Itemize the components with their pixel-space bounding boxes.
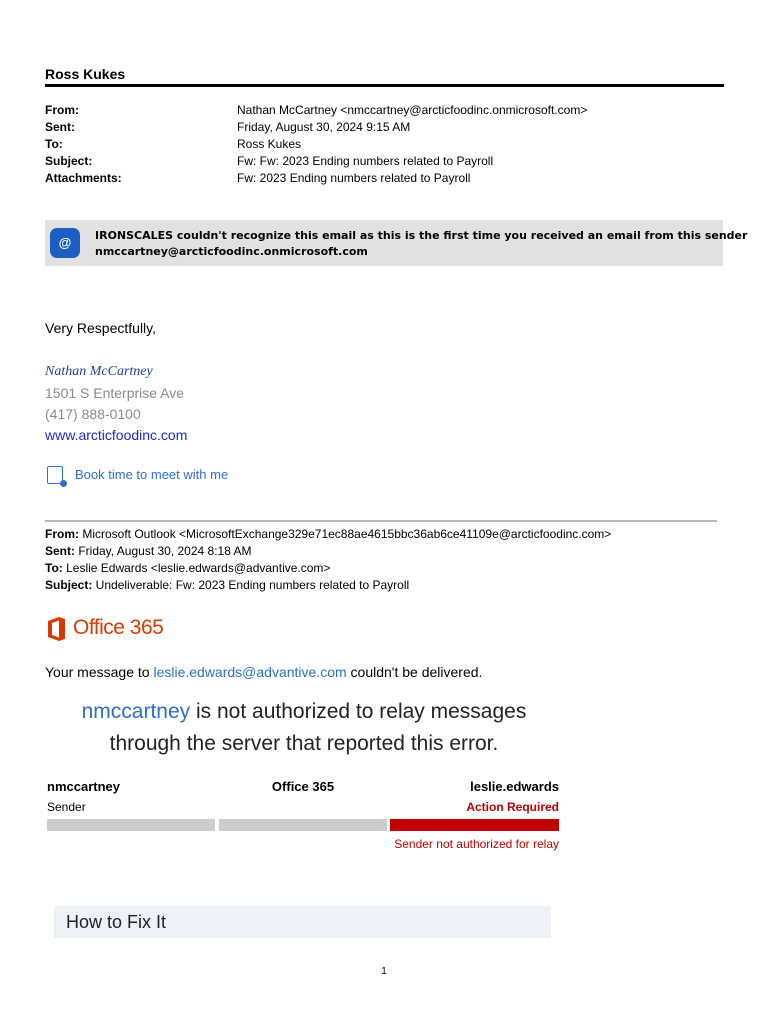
closing-text: Very Respectfully, bbox=[45, 320, 157, 336]
path-sender-role: Sender bbox=[47, 800, 86, 814]
subject-value: Fw: Fw: 2023 Ending numbers related to Payroll bbox=[237, 154, 494, 168]
office365-wordmark: Office 365 bbox=[73, 616, 164, 639]
book-time-label: Book time to meet with me bbox=[75, 467, 229, 482]
fwd-from-label: From: bbox=[45, 527, 79, 541]
sent-label: Sent: bbox=[45, 120, 75, 134]
fwd-to-label: To: bbox=[45, 561, 63, 575]
banner-message bbox=[95, 228, 747, 260]
path-recipient-name: leslie.edwards bbox=[470, 779, 559, 794]
attachments-label: Attachments: bbox=[45, 171, 122, 185]
to-value: Ross Kukes bbox=[237, 137, 302, 151]
path-bar-sender bbox=[47, 819, 215, 831]
recipient-email-link[interactable]: leslie.edwards@advantive.com bbox=[153, 664, 347, 680]
header-divider bbox=[45, 84, 724, 87]
office-logo-icon bbox=[46, 616, 66, 642]
page-number: 1 bbox=[381, 966, 387, 977]
fwd-sent-label: Sent: bbox=[45, 544, 75, 558]
ironscales-warning-banner bbox=[45, 220, 748, 266]
signature-name: Nathan McCartney bbox=[45, 364, 153, 379]
fwd-from-row bbox=[45, 526, 611, 543]
message-prefix: Your message to bbox=[45, 664, 154, 680]
from-label: From: bbox=[45, 103, 79, 117]
fwd-sent-row bbox=[45, 543, 252, 560]
forward-divider bbox=[45, 520, 717, 522]
subject-label: Subject: bbox=[45, 154, 93, 168]
message-suffix: couldn't be delivered. bbox=[346, 664, 483, 680]
path-bar-recipient bbox=[390, 819, 559, 831]
error-text: is not authorized to relay messages through the server that reported this error. bbox=[109, 700, 527, 755]
signature-website-link[interactable]: www.arcticfoodinc.com bbox=[45, 427, 188, 443]
banner-line-1: IRONSCALES couldn't recognize this email as this is the first time you received an email from this sender bbox=[95, 229, 748, 242]
document-owner-name: Ross Kukes bbox=[45, 66, 126, 82]
from-value: Nathan McCartney <nmccartney@arcticfoodinc.onmicrosoft.com> bbox=[237, 103, 588, 117]
path-server-name: Office 365 bbox=[271, 779, 335, 794]
fwd-to-value: Leslie Edwards <leslie.edwards@advantive.com> bbox=[62, 561, 331, 575]
error-headline bbox=[45, 696, 563, 760]
how-to-fix-section bbox=[54, 906, 551, 938]
fwd-sent-value: Friday, August 30, 2024 8:18 AM bbox=[75, 544, 252, 558]
path-action-required: Action Required bbox=[466, 800, 559, 814]
path-bar-server bbox=[219, 819, 387, 831]
attachment-link[interactable]: Fw: 2023 Ending numbers related to Payroll bbox=[237, 171, 471, 185]
signature-phone: (417) 888-0100 bbox=[45, 406, 141, 422]
how-to-fix-heading: How to Fix It bbox=[66, 912, 167, 932]
path-sender-name: nmccartney bbox=[47, 779, 120, 794]
sent-value: Friday, August 30, 2024 9:15 AM bbox=[237, 120, 411, 134]
delivery-failure-message bbox=[45, 664, 482, 680]
fwd-subject-label: Subject: bbox=[45, 578, 93, 592]
fwd-from-value: Microsoft Outlook <MicrosoftExchange329e71ec88ae4615bbc36ab6ce41109e@arcticfoodinc.com> bbox=[79, 527, 612, 541]
fwd-subject-value: Undeliverable: Fw: 2023 Ending numbers related to Payroll bbox=[92, 578, 410, 592]
failure-reason: Sender not authorized for relay bbox=[394, 837, 559, 851]
signature-address: 1501 S Enterprise Ave bbox=[45, 385, 185, 401]
calendar-icon bbox=[47, 466, 63, 484]
to-label: To: bbox=[45, 137, 63, 151]
error-sender-link[interactable]: nmccartney bbox=[81, 700, 191, 723]
at-sign-icon: @ bbox=[50, 228, 80, 258]
fwd-subject-row bbox=[45, 577, 409, 594]
fwd-to-row bbox=[45, 560, 330, 577]
banner-sender-address: nmccartney@arcticfoodinc.onmicrosoft.com bbox=[95, 245, 368, 258]
